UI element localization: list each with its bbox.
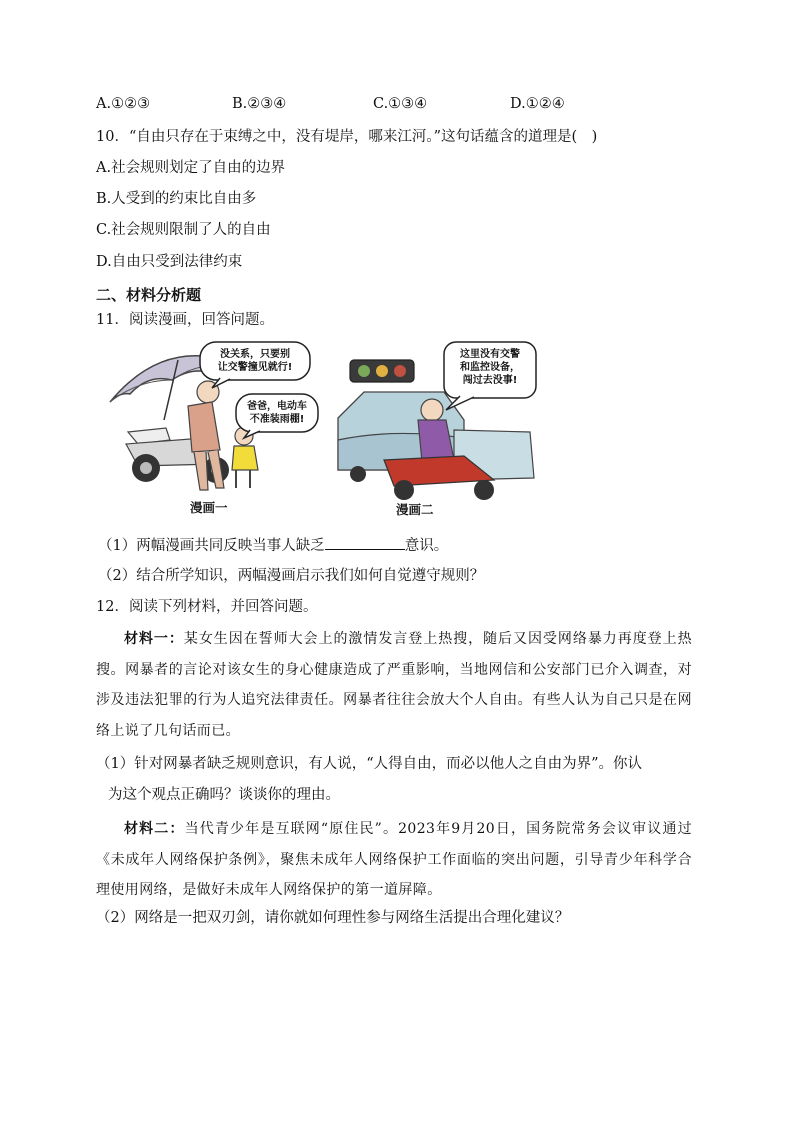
cartoon-2-bubble-line-2: 和监控设备，	[460, 362, 520, 373]
q12-stem: 12．阅读下列材料，并回答问题。	[96, 599, 318, 615]
cartoon-2-bubble-line-1: 这里没有交警	[460, 349, 520, 360]
q12-material-1	[96, 624, 692, 746]
cartoon-1-caption: 漫画一	[190, 500, 228, 515]
cartoon-2-caption: 漫画二	[396, 502, 434, 517]
q10-option-d: D.自由只受到法律约束	[96, 254, 243, 270]
q12-sub1-line2: 为这个观点正确吗？谈谈你的理由。	[108, 787, 340, 803]
section-title: 二、材料分析题	[96, 286, 202, 304]
q10-stem: 10．“自由只存在于束缚之中，没有堤岸，哪来江河。”这句话蕴含的道理是( )	[96, 129, 598, 145]
q11-sub2: （2）结合所学知识，两幅漫画启示我们如何自觉遵守规则？	[98, 568, 485, 584]
cartoon-1-bubble-1-line-1: 没关系，只要别	[220, 349, 290, 360]
q10-option-c: C.社会规则限制了人的自由	[96, 222, 271, 238]
cartoon-1-bubble-1	[202, 348, 308, 374]
q11-stem: 11．阅读漫画，回答问题。	[96, 312, 274, 328]
q9-option-b: B.②③④	[232, 96, 287, 112]
cartoon-2-bubble	[446, 348, 534, 387]
q11-sub1-text: （1）两幅漫画共同反映当事人缺乏	[98, 538, 325, 554]
cartoon-1-bubble-2	[238, 400, 316, 426]
q9-options	[96, 96, 696, 116]
q9-option-c: C.①③④	[373, 96, 428, 112]
cartoon-1-bubble-2-line-2: 不准装雨棚!	[249, 414, 305, 425]
q9-option-d: D.①②④	[510, 96, 565, 112]
q12-sub1-line1: （1）针对网暴者缺乏规则意识，有人说，“人得自由，而必以他人之自由为界”。你认	[96, 756, 643, 772]
cartoon-1	[108, 340, 323, 520]
q12-material-2	[96, 814, 692, 906]
cartoon-1-bubble-1-line-2: 让交警撞见就行!	[217, 362, 293, 373]
cartoon-2	[334, 340, 540, 520]
q11-sub1-text-end: 意识。	[404, 538, 449, 554]
q9-option-a: A.①②③	[96, 96, 151, 112]
cartoon-2-bubble-line-3: 闯过去没事!	[462, 375, 518, 386]
cartoon-1-bubble-2-line-1: 爸爸，电动车	[247, 401, 307, 412]
material-2-label: 材料二：	[124, 821, 185, 837]
q11-sub1	[98, 535, 448, 556]
material-2-text: 当代青少年是互联网“原住民”。2023年9月20日，国务院常务会议审议通过《未成年人网络保护条例》，聚焦未成年人网络保护工作面临的突出问题，引导青少年科学合理使用网络，是做好未成年人网络保护的第一道屏障。	[96, 821, 692, 898]
material-1-label: 材料一：	[124, 631, 184, 647]
q10-option-b: B.人受到的约束比自由多	[96, 191, 257, 207]
answer-blank[interactable]	[325, 535, 405, 550]
q10-option-a: A.社会规则划定了自由的边界	[96, 160, 286, 176]
q12-sub2: （2）网络是一把双刃剑，请你就如何理性参与网络生活提出合理化建议？	[96, 910, 570, 926]
material-1-text: 某女生因在誓师大会上的激情发言登上热搜，随后又因受网络暴力再度登上热搜。网暴者的言论对该女生的身心健康造成了严重影响，当地网信和公安部门已介入调查，对涉及违法犯罪的行为人追究法律责任。网暴者往往会放大个人自由。有些人认为自己只是在网络上说了几句话而已。	[96, 631, 692, 739]
